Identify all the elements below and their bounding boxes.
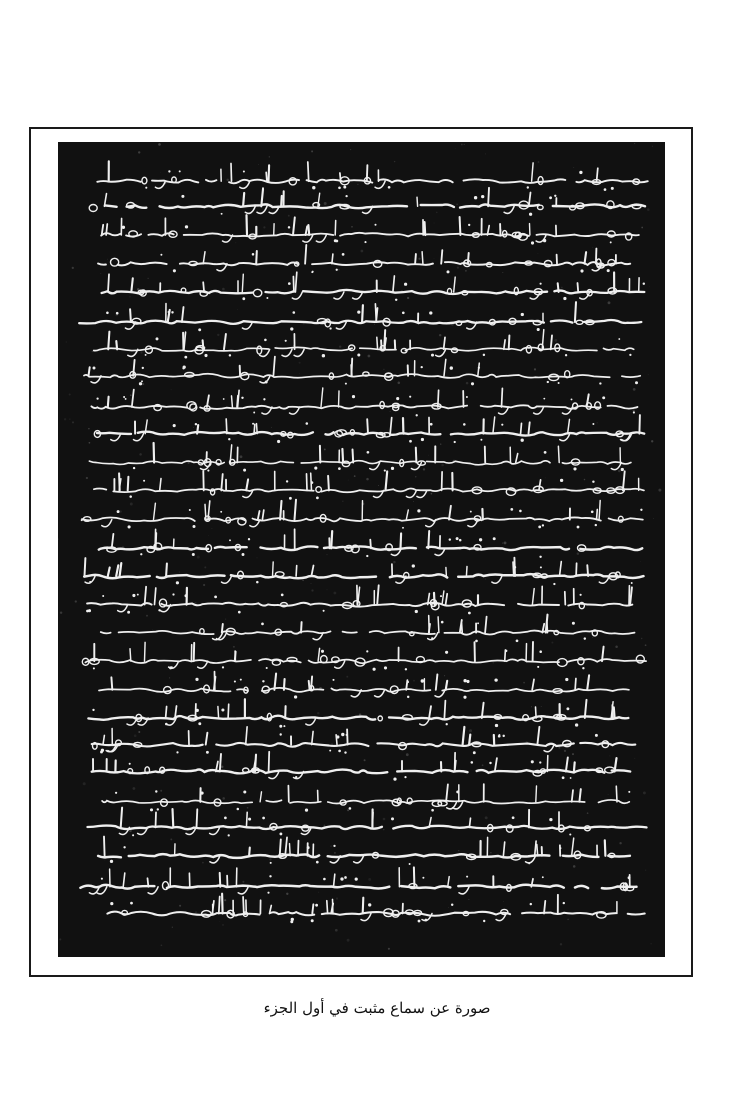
script-line [82,752,630,781]
script-line [94,330,634,359]
script-line [84,558,643,585]
manuscript-image [58,142,665,957]
script-line [91,388,637,416]
figure-caption: صورة عن سماع مثبت في أول الجزء [263,999,491,1017]
script-line [95,894,645,923]
script-line [102,272,645,301]
script-line [88,808,647,837]
script-line [99,672,629,699]
script-line [98,245,630,273]
script-line [101,615,635,643]
script-line [76,699,628,728]
script-line [71,500,643,529]
script-line [94,415,644,443]
script-line [99,529,642,558]
script-line [101,215,639,244]
script-line [102,784,630,812]
script-line [97,161,647,191]
script-line [92,727,636,754]
script-line [79,302,641,331]
script-line [84,357,640,386]
script-line [84,837,630,865]
script-line [89,188,645,216]
manuscript-handwriting [58,142,665,957]
script-line [82,642,646,671]
script-line [94,471,644,500]
script-line [80,867,636,894]
script-line [86,585,632,614]
script-line [89,443,631,472]
